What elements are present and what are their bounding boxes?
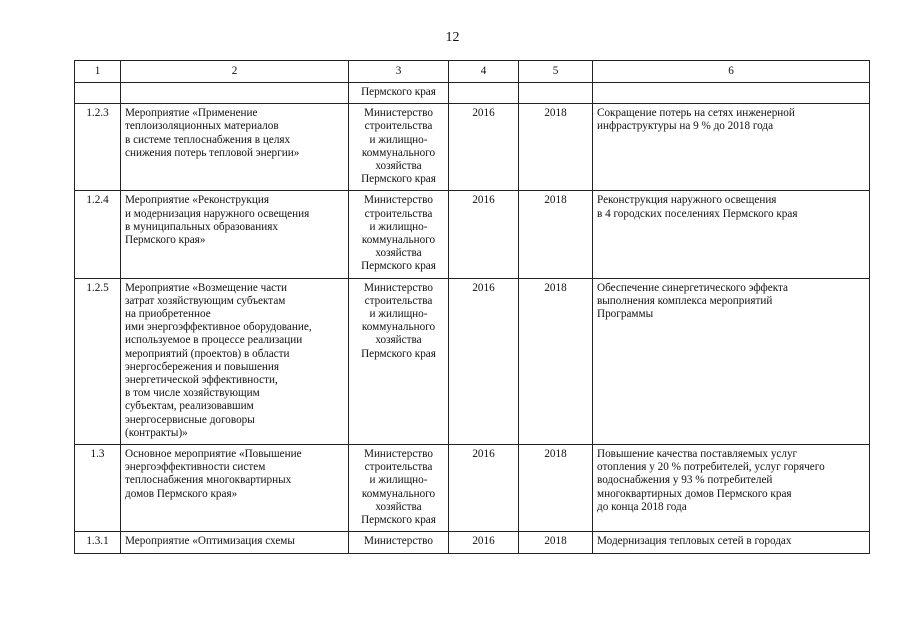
row-number-cell (75, 83, 121, 104)
end-year-cell (519, 83, 593, 104)
end-year-cell: 2018 (519, 532, 593, 553)
row-number-cell: 1.2.3 (75, 104, 121, 191)
start-year-cell: 2016 (449, 532, 519, 553)
column-header-2: 2 (121, 61, 349, 83)
table-row (75, 191, 870, 278)
executor-cell: Министерство строительства и жилищно- коммунального хозяйства Пермского края (349, 278, 449, 444)
result-cell: Модернизация тепловых сетей в городах (593, 532, 870, 553)
column-header-1: 1 (75, 61, 121, 83)
table-row (75, 532, 870, 553)
measure-cell: Мероприятие «Оптимизация схемы (121, 532, 349, 553)
executor-cell: Министерство строительства и жилищно- коммунального хозяйства Пермского края (349, 104, 449, 191)
continuation-row (75, 83, 870, 104)
executor-cell: Министерство (349, 532, 449, 553)
executor-cell: Министерство строительства и жилищно- коммунального хозяйства Пермского края (349, 445, 449, 532)
start-year-cell (449, 83, 519, 104)
start-year-cell: 2016 (449, 445, 519, 532)
table-row (75, 445, 870, 532)
column-number-header-row (75, 61, 870, 83)
measure-cell: Основное мероприятие «Повышение энергоэффективности систем теплоснабжения многоквартирных домов Пермского края» (121, 445, 349, 532)
result-cell: Обеспечение синергетического эффекта выполнения комплекса мероприятий Программы (593, 278, 870, 444)
column-header-3: 3 (349, 61, 449, 83)
start-year-cell: 2016 (449, 104, 519, 191)
measure-cell: Мероприятие «Применение теплоизоляционных материалов в системе теплоснабжения в целях снижения потерь тепловой энергии» (121, 104, 349, 191)
start-year-cell: 2016 (449, 278, 519, 444)
measure-cell (121, 83, 349, 104)
end-year-cell: 2018 (519, 445, 593, 532)
measure-cell: Мероприятие «Реконструкция и модернизация наружного освещения в муниципальных образованиях Пермского края» (121, 191, 349, 278)
end-year-cell: 2018 (519, 278, 593, 444)
executor-cell: Министерство строительства и жилищно- коммунального хозяйства Пермского края (349, 191, 449, 278)
result-cell: Реконструкция наружного освещения в 4 городских поселениях Пермского края (593, 191, 870, 278)
measure-cell: Мероприятие «Возмещение части затрат хозяйствующим субъектам на приобретенное ими энергоэффективное оборудование, используемое в процессе реализации мероприятий (проектов) в области энергосбережения и повышения энергетической эффективности, в том числе хозяйствующим субъектам, реализовавшим энергосервисные договоры (контракты)» (121, 278, 349, 444)
result-cell (593, 83, 870, 104)
row-number-cell: 1.2.5 (75, 278, 121, 444)
start-year-cell: 2016 (449, 191, 519, 278)
end-year-cell: 2018 (519, 191, 593, 278)
table-row (75, 104, 870, 191)
row-number-cell: 1.3 (75, 445, 121, 532)
end-year-cell: 2018 (519, 104, 593, 191)
result-cell: Сокращение потерь на сетях инженерной инфраструктуры на 9 % до 2018 года (593, 104, 870, 191)
executor-cell: Пермского края (349, 83, 449, 104)
result-cell: Повышение качества поставляемых услуг отопления у 20 % потребителей, услуг горячего водоснабжения у 93 % потребителей многоквартирных домов Пермского края до конца 2018 года (593, 445, 870, 532)
table-row (75, 278, 870, 444)
row-number-cell: 1.3.1 (75, 532, 121, 553)
row-number-cell: 1.2.4 (75, 191, 121, 278)
column-header-4: 4 (449, 61, 519, 83)
page-number: 12 (445, 30, 460, 45)
column-header-6: 6 (593, 61, 870, 83)
column-header-5: 5 (519, 61, 593, 83)
program-measures-table (74, 60, 870, 554)
